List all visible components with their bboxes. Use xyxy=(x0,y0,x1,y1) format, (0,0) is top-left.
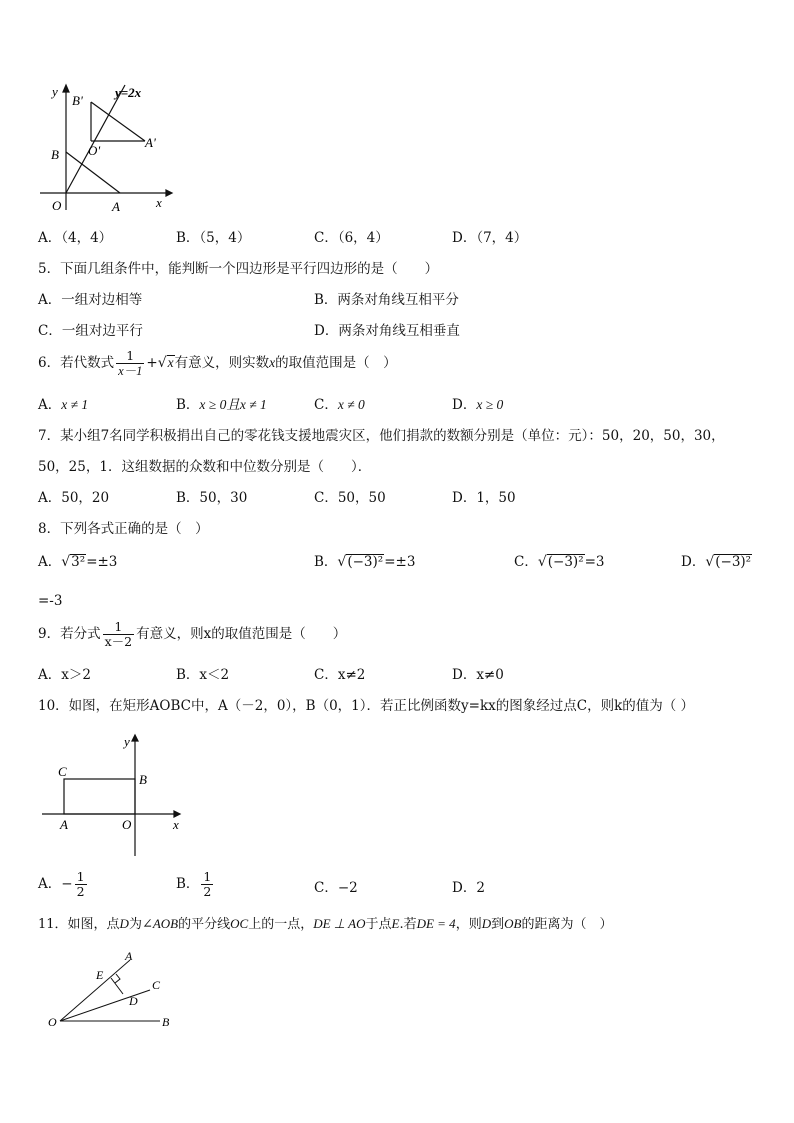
y-arrow xyxy=(63,85,69,92)
q11-AOB: AOB xyxy=(152,916,179,931)
q8-d-tail: =-3 xyxy=(38,593,63,609)
q10-option-a xyxy=(38,870,89,899)
fig11-label-B: B xyxy=(162,1015,170,1029)
q6-frac-den: x－1 xyxy=(118,364,143,378)
q8-c-value: =3 xyxy=(584,554,605,570)
q10-option-d: D．2 xyxy=(452,880,485,896)
q4-option-a: A．（4，4） xyxy=(38,230,113,246)
fig11-label-O: O xyxy=(48,1015,57,1029)
q10-b-fraction xyxy=(201,870,213,899)
q10-option-c: C．−2 xyxy=(314,880,358,896)
q6-plus: + xyxy=(146,355,158,371)
fig4-label-B1: B' xyxy=(72,93,83,108)
fig10-label-O: O xyxy=(122,817,132,832)
radical-sign-icon: √ xyxy=(537,554,547,570)
fig10-label-A: A xyxy=(60,817,68,832)
q6-d-label: D． xyxy=(452,397,477,413)
segment-BA xyxy=(66,152,120,193)
q6-d-expr: x ≥ 0 xyxy=(476,397,504,412)
q7-option-a: A．50，20 xyxy=(38,490,110,506)
fig11-label-E: E xyxy=(96,968,104,982)
q8-b-value: =±3 xyxy=(384,554,416,570)
q5-option-b: B．两条对角线互相平分 xyxy=(314,292,459,308)
q9-post: 有意义，则x的取值范围是（ ） xyxy=(136,626,347,642)
q4-option-c: C．（6，4） xyxy=(314,230,389,246)
fig4-label-A: A xyxy=(112,199,120,214)
q10-a-fraction xyxy=(75,870,87,899)
q9-option-c: C．x≠2 xyxy=(314,667,366,683)
q11-cond: DE ⊥ AO xyxy=(313,916,366,931)
q6-c-label: C． xyxy=(314,397,338,413)
q10-b-den: 2 xyxy=(203,884,212,899)
q11-mid2: 的平分线 xyxy=(178,917,231,932)
q6-radicand: x xyxy=(167,355,174,370)
q9-frac-num: 1 xyxy=(103,620,135,635)
q8-b-radicand: (−3)² xyxy=(347,554,384,570)
q6-b-label: B． xyxy=(176,397,200,413)
q10-a-label: A． xyxy=(38,876,62,892)
q8-d-radicand: (−3)² xyxy=(715,554,752,570)
radical-sign-icon: √ xyxy=(61,554,71,570)
q9-option-b: B．x＜2 xyxy=(176,667,230,683)
q10-a-den: 2 xyxy=(76,884,85,899)
q4-option-b: B．（5，4） xyxy=(176,230,251,246)
q6-a-expr: x ≠ 1 xyxy=(61,397,89,412)
q10-stem: 10．如图，在矩形AOBC中，A（－2，0），B（0，1）．若正比例函数y=kx的图象经过点C，则k的值为（ ） xyxy=(38,698,695,714)
q11-D1: D xyxy=(119,916,129,931)
q6-option-d xyxy=(452,396,503,414)
q5-stem: 5．下面几组条件中，能判断一个四边形是平行四边形的是（ ） xyxy=(38,261,439,277)
q8-c-label: C． xyxy=(514,554,538,570)
q10-a-num: 1 xyxy=(76,869,85,884)
q8-a-label: A． xyxy=(38,554,62,570)
q6-stem xyxy=(38,349,397,378)
q6-option-a xyxy=(38,396,88,414)
fig4-label-x: x xyxy=(156,195,162,210)
q11-cond2: DE = 4 xyxy=(416,916,456,931)
q7-option-d: D．1，50 xyxy=(452,490,516,506)
q6-var: x xyxy=(269,355,276,370)
ray-OA xyxy=(60,960,130,1021)
q7-option-b: B．50，30 xyxy=(176,490,248,506)
q4-figure xyxy=(38,80,178,215)
q11-figure xyxy=(38,946,188,1036)
q10-figure xyxy=(38,732,188,860)
fig10-label-C: C xyxy=(58,764,67,779)
q10-option-b xyxy=(176,870,215,899)
q8-option-a xyxy=(38,553,117,571)
fig10-label-y: y xyxy=(124,734,130,749)
radical-sign-icon: √ xyxy=(337,554,347,570)
q9-option-a: A．x＞2 xyxy=(38,667,91,683)
right-angle-mark xyxy=(115,974,120,983)
fig4-label-A1: A' xyxy=(145,135,156,150)
q8-stem: 8．下列各式正确的是（ ） xyxy=(38,521,209,537)
q8-option-c xyxy=(514,553,605,571)
q8-option-d xyxy=(681,553,752,571)
q7-stem-line1: 7．某小组7名同学积极捐出自己的零花钱支援地震灾区，他们捐款的数额分别是（单位：元）：50，20，50，30， xyxy=(38,428,725,444)
q5-option-c: C．一组对边平行 xyxy=(38,323,143,339)
q10-b-num: 1 xyxy=(203,869,212,884)
q9-frac-den: x－2 xyxy=(104,634,133,649)
q11-mid5: .若 xyxy=(399,917,417,932)
q11-D2: D xyxy=(481,916,492,931)
q11-mid1: 为∠ xyxy=(128,917,153,932)
q9-stem xyxy=(38,620,346,649)
q11-stem xyxy=(38,915,612,934)
q6-c-expr: x ≠ 0 xyxy=(337,397,365,412)
q9-pre: 9．若分式 xyxy=(38,626,101,642)
y-arrow xyxy=(132,735,138,741)
q11-mid7: 到 xyxy=(491,917,505,932)
x-arrow xyxy=(166,190,172,196)
q6-pre: 6．若代数式 xyxy=(38,355,115,371)
q6-option-b xyxy=(176,396,267,414)
fig4-label-B: B xyxy=(51,147,59,162)
q11-pre: 11．如图，点 xyxy=(38,917,120,932)
fig11-label-A: A xyxy=(125,949,133,963)
q4-option-d: D．（7，4） xyxy=(452,230,528,246)
q6-option-c xyxy=(314,396,365,414)
fig4-label-y: y xyxy=(52,84,58,99)
q11-post: 的距离为（ ） xyxy=(521,917,613,932)
q11-mid6: ，则 xyxy=(455,917,482,932)
q6-a-label: A． xyxy=(38,397,62,413)
q9-option-d: D．x≠0 xyxy=(452,667,504,683)
q7-stem-line2: 50，25，1．这组数据的众数和中位数分别是（ ）． xyxy=(38,459,372,475)
fig4-label-line: y=2x xyxy=(115,85,142,100)
q10-a-sign: − xyxy=(61,876,73,892)
q8-a-value: =±3 xyxy=(86,554,118,570)
q10-b-label: B． xyxy=(176,876,200,892)
rectangle-AOBC xyxy=(64,779,135,814)
q11-mid3: 上的一点， xyxy=(248,917,314,932)
radical-sign-icon: √ xyxy=(705,554,715,570)
q11-OB: OB xyxy=(504,916,522,931)
fig11-label-C: C xyxy=(152,978,161,992)
fig4-label-O1: O' xyxy=(88,143,101,158)
q8-d-label: D． xyxy=(681,554,706,570)
q11-E: E xyxy=(391,916,400,931)
q6-fraction xyxy=(116,349,144,378)
fig4-label-O: O xyxy=(52,198,62,213)
q6-post2: 的取值范围是（ ） xyxy=(275,355,397,371)
q8-a-radicand: 3² xyxy=(71,554,86,570)
q11-mid4: 于点 xyxy=(365,917,392,932)
q8-c-radicand: (−3)² xyxy=(547,554,584,570)
fig10-label-B: B xyxy=(139,772,147,787)
q9-fraction xyxy=(103,620,135,649)
segment-DE xyxy=(111,978,123,994)
q8-b-label: B． xyxy=(314,554,338,570)
q5-option-a: A．一组对边相等 xyxy=(38,292,143,308)
fig10-label-x: x xyxy=(173,817,179,832)
q6-post: 有意义，则实数 xyxy=(174,355,270,371)
q5-option-d: D．两条对角线互相垂直 xyxy=(314,323,460,339)
q7-option-c: C．50，50 xyxy=(314,490,386,506)
q8-option-b xyxy=(314,553,415,571)
segment-B1A1 xyxy=(91,102,145,141)
q6-frac-num: 1 xyxy=(116,349,144,364)
fig11-label-D: D xyxy=(129,994,138,1008)
q11-OC: OC xyxy=(230,916,249,931)
radical-sign-icon: √ xyxy=(157,355,167,371)
q6-b-expr: x ≥ 0且x ≠ 1 xyxy=(199,397,267,412)
